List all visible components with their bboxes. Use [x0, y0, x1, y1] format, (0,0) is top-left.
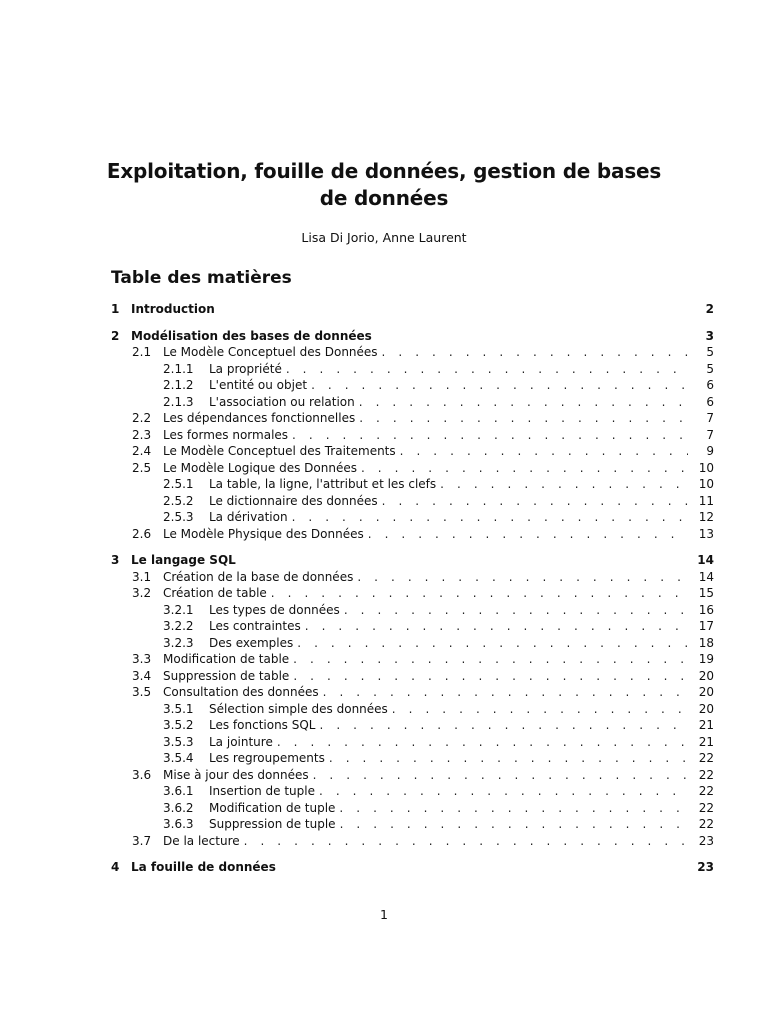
toc-entry-2-1-3[interactable]: [111, 394, 714, 411]
toc-entry-label: Les types de données: [209, 602, 340, 617]
toc-entry-label: Les dépendances fonctionnelles: [163, 411, 356, 425]
toc-entry-label: Consultation des données: [163, 685, 319, 699]
toc-entry-number: 3.6.2: [163, 800, 194, 815]
toc-dot-leader: [277, 734, 688, 751]
toc-entry-1[interactable]: [111, 301, 714, 318]
toc-entry-2-2[interactable]: [111, 410, 714, 427]
toc-entry-number: 2.5.1: [163, 477, 194, 491]
toc-entry-label: Sélection simple des données: [209, 701, 388, 716]
toc-entry-4[interactable]: [111, 859, 714, 876]
toc-entry-number: 3.2.3: [163, 635, 194, 650]
toc-entry-label: La fouille de données: [131, 860, 276, 874]
toc-entry-3-6-2[interactable]: [111, 800, 714, 817]
toc-entry-label: Création de la base de données: [163, 569, 354, 584]
toc-entry-3-6[interactable]: [111, 767, 714, 784]
toc-entry-number: 3.2.1: [163, 602, 194, 617]
toc-entry-page: 14: [697, 553, 714, 567]
toc-dot-leader: [313, 767, 688, 784]
toc-entry-3-5-3[interactable]: [111, 734, 714, 751]
toc-entry-page: 22: [698, 767, 714, 782]
toc-entry-number: 3.5.4: [163, 751, 194, 765]
toc-dot-leader: [340, 816, 688, 833]
toc-entry-page: 7: [706, 411, 714, 425]
toc-entry-page: 6: [706, 378, 714, 392]
toc-entry-page: 5: [706, 361, 714, 376]
toc-entry-number: 3.5.3: [163, 734, 194, 749]
toc-entry-page: 12: [698, 510, 714, 524]
toc-entry-label: La propriété: [209, 361, 282, 376]
toc-entry-number: 2: [111, 328, 120, 343]
toc-heading: Table des matières: [111, 268, 292, 288]
toc-entry-2-6[interactable]: [111, 526, 714, 543]
toc-entry-label: La dérivation: [209, 510, 288, 524]
toc-entry-number: 2.1.1: [163, 361, 194, 376]
toc-dot-leader: [382, 493, 688, 510]
toc-dot-leader: [293, 668, 688, 685]
toc-dot-leader: [293, 651, 688, 668]
toc-entry-number: 2.5.3: [163, 510, 194, 524]
toc-dot-leader: [271, 585, 688, 602]
toc-entry-page: 15: [698, 586, 714, 600]
toc-entry-label: Des exemples: [209, 635, 294, 650]
toc-dot-leader: [400, 443, 688, 460]
toc-entry-page: 10: [698, 460, 714, 475]
toc-entry-2-5-1[interactable]: [111, 476, 714, 493]
toc-entry-label: De la lecture: [163, 833, 240, 848]
toc-entry-3-5-2[interactable]: [111, 717, 714, 734]
toc-entry-3-2-2[interactable]: [111, 618, 714, 635]
toc-entry-2-5-2[interactable]: [111, 493, 714, 510]
toc-dot-leader: [368, 526, 688, 543]
toc-entry-3-6-1[interactable]: [111, 783, 714, 800]
toc-entry-page: 11: [698, 493, 714, 508]
toc-entry-number: 2.6: [132, 526, 152, 541]
page-number: 1: [380, 907, 388, 922]
toc-entry-label: Le Modèle Physique des Données: [163, 526, 364, 541]
toc-dot-leader: [357, 569, 688, 586]
toc-entry-page: 22: [698, 784, 714, 798]
toc-entry-number: 2.5.2: [163, 493, 194, 508]
toc-entry-page: 23: [697, 860, 714, 874]
toc-entry-3-1[interactable]: [111, 569, 714, 586]
toc-entry-number: 3.6.3: [163, 817, 194, 831]
toc-entry-3[interactable]: [111, 552, 714, 569]
toc-dot-leader: [329, 750, 688, 767]
toc-entry-3-4[interactable]: [111, 668, 714, 685]
toc-entry-page: 5: [706, 345, 714, 359]
toc-entry-page: 21: [698, 734, 714, 749]
toc-entry-3-2[interactable]: [111, 585, 714, 602]
toc-entry-number: 2.1.3: [163, 394, 194, 409]
toc-entry-label: Le langage SQL: [131, 553, 236, 567]
toc-entry-page: 3: [705, 328, 714, 343]
toc-entry-number: 3.1: [132, 569, 152, 584]
toc-entry-page: 22: [698, 751, 714, 765]
toc-entry-page: 6: [706, 394, 714, 409]
toc-entry-number: 2.3: [132, 427, 152, 442]
toc-entry-number: 2.1: [132, 345, 152, 359]
toc-entry-label: Modification de tuple: [209, 800, 336, 815]
toc-entry-page: 10: [698, 477, 714, 491]
toc-dot-leader: [319, 783, 688, 800]
toc-entry-number: 3.6: [132, 767, 152, 782]
toc-entry-number: 3.2: [132, 586, 152, 600]
document-authors: Lisa Di Jorio, Anne Laurent: [301, 230, 467, 245]
toc-entry-page: 17: [698, 619, 714, 633]
toc-entry-label: Suppression de table: [163, 668, 290, 683]
toc-dot-leader: [339, 800, 688, 817]
toc-entry-3-2-3[interactable]: [111, 635, 714, 652]
toc-dot-leader: [359, 410, 688, 427]
toc-entry-label: Modification de table: [163, 652, 290, 666]
toc-entry-label: Création de table: [163, 586, 267, 600]
toc-entry-label: La table, la ligne, l'attribut et les clefs: [209, 477, 437, 491]
toc-entry-number: 3.7: [132, 833, 152, 848]
toc-dot-leader: [361, 460, 688, 477]
toc-entry-page: 21: [698, 718, 714, 732]
toc-dot-leader: [311, 377, 688, 394]
toc-entry-label: Le dictionnaire des données: [209, 493, 378, 508]
toc-entry-number: 3.5: [132, 685, 152, 699]
toc-entry-2-1-2[interactable]: [111, 377, 714, 394]
toc-dot-leader: [382, 344, 688, 361]
toc-entry-number: 3.3: [132, 652, 152, 666]
toc-entry-3-5-1[interactable]: [111, 701, 714, 718]
toc-dot-leader: [292, 427, 688, 444]
toc-entry-label: Le Modèle Logique des Données: [163, 460, 357, 475]
toc-entry-3-7[interactable]: [111, 833, 714, 850]
toc-entry-3-5-4[interactable]: [111, 750, 714, 767]
toc-entry-label: Modélisation des bases de données: [131, 328, 372, 343]
toc-entry-2-5[interactable]: [111, 460, 714, 477]
toc-entry-page: 20: [698, 668, 714, 683]
toc-entry-2-3[interactable]: [111, 427, 714, 444]
toc-dot-leader: [297, 635, 688, 652]
toc-entry-label: Les regroupements: [209, 751, 325, 765]
toc-entry-2-4[interactable]: [111, 443, 714, 460]
toc-entry-2[interactable]: [111, 328, 714, 345]
toc-dot-leader: [344, 602, 688, 619]
toc-entry-label: La jointure: [209, 734, 273, 749]
toc-entry-page: 19: [698, 652, 714, 666]
toc-entry-label: Introduction: [131, 302, 215, 316]
toc-entry-number: 2.1.2: [163, 378, 194, 392]
toc-entry-page: 16: [698, 602, 714, 617]
toc-entry-label: Mise à jour des données: [163, 767, 309, 782]
toc-entry-number: 3.6.1: [163, 784, 194, 798]
toc-entry-page: 7: [706, 427, 714, 442]
toc-entry-2-1-1[interactable]: [111, 361, 714, 378]
toc-entry-page: 18: [698, 635, 714, 650]
toc-entry-number: 2.5: [132, 460, 152, 475]
toc-entry-label: Les contraintes: [209, 619, 301, 633]
toc-entry-label: L'entité ou objet: [209, 378, 308, 392]
toc-dot-leader: [359, 394, 688, 411]
toc-dot-leader: [286, 361, 688, 378]
toc-entry-number: 2.2: [132, 411, 152, 425]
toc-entry-page: 14: [698, 569, 714, 584]
toc-dot-leader: [305, 618, 688, 635]
toc-entry-number: 3: [111, 553, 120, 567]
toc-entry-number: 3.4: [132, 668, 152, 683]
toc-entry-label: Le Modèle Conceptuel des Données: [163, 345, 378, 359]
toc-entry-label: Les formes normales: [163, 427, 289, 442]
toc-entry-number: 3.5.1: [163, 701, 194, 716]
document-title: Exploitation, fouille de données, gestion de bases de données: [106, 159, 662, 210]
toc-entry-page: 20: [698, 685, 714, 699]
toc-dot-leader: [244, 833, 688, 850]
toc-dot-leader: [392, 701, 688, 718]
toc-dot-leader: [292, 509, 688, 526]
toc-entry-page: 22: [698, 817, 714, 831]
toc-entry-number: 2.4: [132, 444, 152, 458]
toc-entry-2-5-3[interactable]: [111, 509, 714, 526]
toc-entry-number: 3.2.2: [163, 619, 194, 633]
toc-dot-leader: [440, 476, 688, 493]
toc-entry-3-2-1[interactable]: [111, 602, 714, 619]
table-of-contents: [111, 301, 714, 876]
toc-entry-label: Insertion de tuple: [209, 784, 315, 798]
toc-dot-leader: [323, 684, 688, 701]
toc-entry-3-6-3[interactable]: [111, 816, 714, 833]
toc-entry-3-5[interactable]: [111, 684, 714, 701]
toc-entry-page: 2: [705, 302, 714, 316]
toc-entry-label: Les fonctions SQL: [209, 718, 316, 732]
toc-entry-page: 23: [698, 833, 714, 848]
toc-entry-number: 4: [111, 860, 120, 874]
toc-entry-number: 1: [111, 302, 120, 316]
toc-entry-page: 22: [698, 800, 714, 815]
toc-entry-label: L'association ou relation: [209, 394, 355, 409]
toc-entry-3-3[interactable]: [111, 651, 714, 668]
toc-entry-label: Le Modèle Conceptuel des Traitements: [163, 444, 396, 458]
toc-entry-page: 13: [698, 526, 714, 541]
toc-entry-number: 3.5.2: [163, 718, 194, 732]
toc-entry-page: 20: [698, 701, 714, 716]
toc-entry-label: Suppression de tuple: [209, 817, 336, 831]
toc-entry-2-1[interactable]: [111, 344, 714, 361]
toc-entry-page: 9: [706, 444, 714, 458]
toc-dot-leader: [320, 717, 689, 734]
